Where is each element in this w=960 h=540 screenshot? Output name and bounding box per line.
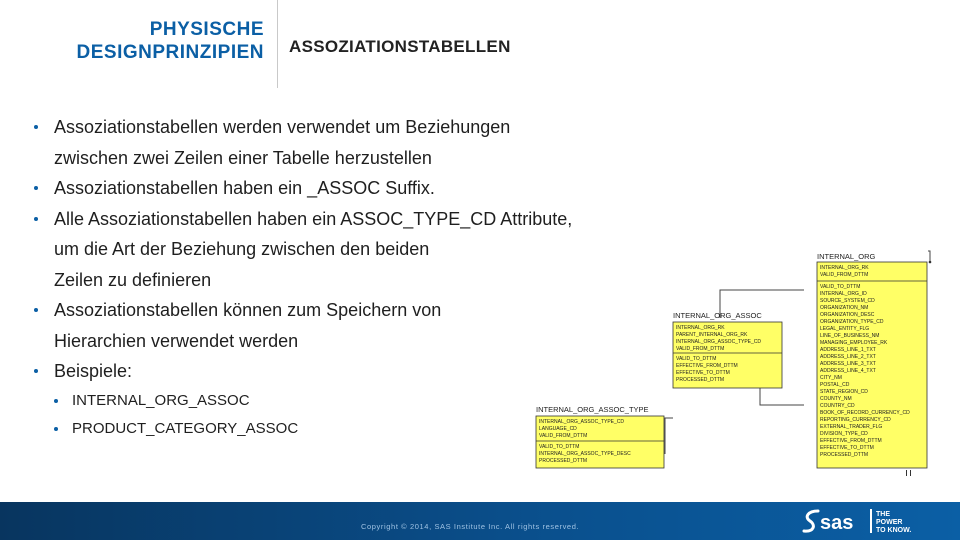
column-name: ORGANIZATION_DESC	[820, 312, 875, 318]
column-name: PARENT_INTERNAL_ORG_RK	[676, 332, 748, 338]
table-internal-org-assoc-type	[536, 405, 664, 468]
column-name: INTERNAL_ORG_RK	[676, 325, 725, 331]
relationship-line	[665, 418, 673, 454]
relationship-line	[928, 251, 930, 261]
erd-diagram	[530, 248, 942, 488]
column-name: INTERNAL_ORG_ASSOC_TYPE_CD	[676, 339, 762, 345]
table-name: INTERNAL_ORG_ASSOC_TYPE	[536, 405, 649, 414]
column-name: VALID_TO_DTTM	[820, 284, 861, 290]
column-name: INTERNAL_ORG_ASSOC_TYPE_DESC	[539, 451, 631, 457]
connector-tick-icon	[906, 470, 907, 476]
column-name: PROCESSED_DTTM	[820, 452, 869, 458]
section-title	[4, 18, 264, 64]
column-name: MANAGING_EMPLOYEE_RK	[820, 340, 888, 346]
column-name: LINE_OF_BUSINESS_NM	[820, 333, 880, 339]
column-name: POSTAL_CD	[820, 382, 850, 388]
column-name: SOURCE_SYSTEM_CD	[820, 298, 875, 304]
column-name: BOOK_OF_RECORD_CURRENCY_CD	[820, 410, 910, 416]
table-name: INTERNAL_ORG	[817, 252, 876, 261]
sub-bullet-item: PRODUCT_CATEGORY_ASSOC	[34, 415, 674, 443]
bullet-dot-icon	[34, 125, 38, 129]
bullet-item: Beispiele:	[34, 356, 674, 387]
column-name: ADDRESS_LINE_4_TXT	[820, 368, 876, 374]
bullet-dot-icon	[54, 427, 58, 431]
column-name: LANGUAGE_CD	[539, 426, 577, 432]
connector-tick-icon	[910, 470, 911, 476]
column-name: EFFECTIVE_TO_DTTM	[820, 445, 874, 451]
column-name: VALID_TO_DTTM	[676, 356, 717, 362]
column-name: ORGANIZATION_TYPE_CD	[820, 319, 884, 325]
column-name: CITY_NM	[820, 375, 842, 381]
column-name: REPORTING_CURRENCY_CD	[820, 417, 891, 423]
sas-logo	[800, 505, 950, 537]
column-name: INTERNAL_ORG_ASSOC_TYPE_CD	[539, 419, 625, 425]
bullet-item: Alle Assoziationstabellen haben ein ASSOC_TYPE_CD Attribute, um die Art der Beziehung zwischen den beiden Zeilen zu definieren	[34, 204, 694, 296]
connector-dot-icon	[929, 261, 932, 264]
column-name: EFFECTIVE_TO_DTTM	[676, 370, 730, 376]
table-internal-org-assoc	[673, 311, 782, 388]
column-name: LEGAL_ENTITY_FLG	[820, 326, 870, 332]
bullet-dot-icon	[34, 308, 38, 312]
copyright-text: Copyright © 2014, SAS Institute Inc. All rights reserved.	[361, 522, 580, 531]
column-name: COUNTRY_CD	[820, 403, 855, 409]
bullet-dot-icon	[34, 369, 38, 373]
column-name: VALID_FROM_DTTM	[539, 433, 588, 439]
header-divider	[277, 0, 278, 88]
svg-text:THE: THE	[876, 511, 890, 518]
bullet-item: Assoziationstabellen können zum Speichern von Hierarchien verwendet werden	[34, 295, 674, 356]
svg-text:POWER: POWER	[876, 519, 903, 526]
section-title-line2: DESIGNPRINZIPIEN	[76, 42, 264, 63]
column-name: STATE_REGION_CD	[820, 389, 868, 395]
sas-wordmark: sas	[820, 512, 854, 534]
table-internal-org	[817, 252, 927, 468]
bullet-dot-icon	[54, 399, 58, 403]
slide-title: ASSOZIATIONSTABELLEN	[289, 37, 511, 56]
bullet-item: Assoziationstabellen haben ein _ASSOC Suffix.	[34, 173, 674, 204]
bullet-dot-icon	[34, 186, 38, 190]
column-name: EXTERNAL_TRADER_FLG	[820, 424, 883, 430]
column-name: ADDRESS_LINE_3_TXT	[820, 361, 876, 367]
column-name: INTERNAL_ORG_RK	[820, 265, 869, 271]
column-name: DIVISION_TYPE_CD	[820, 431, 868, 437]
relationship-line	[760, 388, 804, 405]
column-name: VALID_FROM_DTTM	[676, 346, 725, 352]
section-title-line1: PHYSISCHE	[149, 19, 264, 40]
column-name: VALID_FROM_DTTM	[820, 272, 869, 278]
logo-divider	[870, 509, 872, 533]
column-name: INTERNAL_ORG_ID	[820, 291, 867, 297]
column-name: EFFECTIVE_FROM_DTTM	[676, 363, 738, 369]
bullet-dot-icon	[34, 217, 38, 221]
bullet-item: Assoziationstabellen werden verwendet um Beziehungen zwischen zwei Zeilen einer Tabelle herzustellen	[34, 112, 674, 173]
column-name: COUNTY_NM	[820, 396, 852, 402]
column-name: ADDRESS_LINE_1_TXT	[820, 347, 876, 353]
column-name: PROCESSED_DTTM	[676, 377, 725, 383]
sub-bullet-item: INTERNAL_ORG_ASSOC	[34, 387, 674, 415]
logo-tagline	[876, 511, 911, 534]
column-name: ADDRESS_LINE_2_TXT	[820, 354, 876, 360]
column-name: EFFECTIVE_FROM_DTTM	[820, 438, 882, 444]
sas-swoosh-icon	[804, 511, 818, 531]
column-name: VALID_TO_DTTM	[539, 444, 580, 450]
column-name: PROCESSED_DTTM	[539, 458, 588, 464]
svg-text:TO KNOW.: TO KNOW.	[876, 527, 912, 534]
column-name: ORGANIZATION_NM	[820, 305, 869, 311]
table-keys	[820, 265, 869, 278]
table-name: INTERNAL_ORG_ASSOC	[673, 311, 762, 320]
